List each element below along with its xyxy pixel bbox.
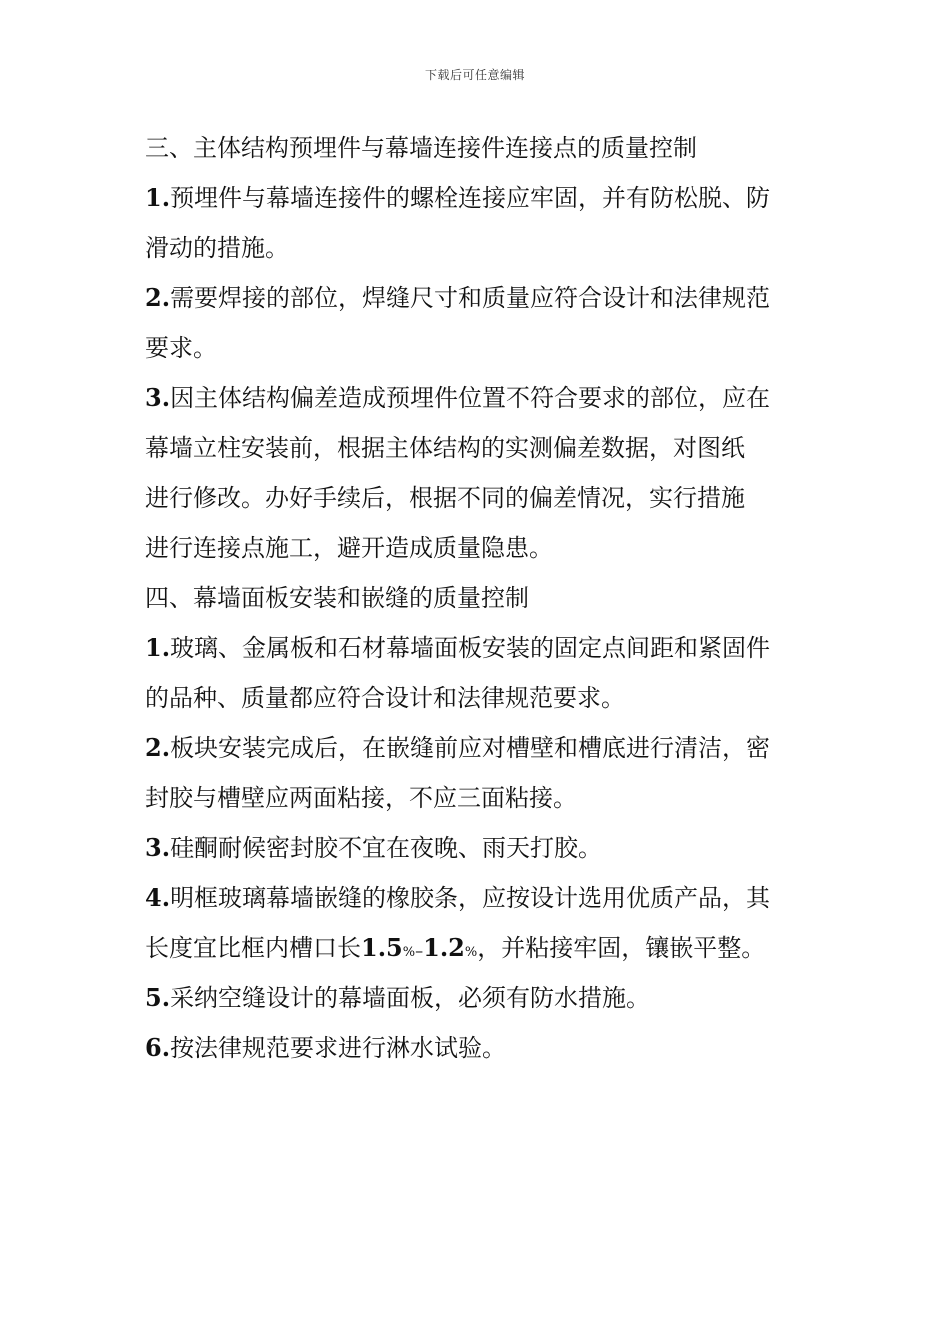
item-number: 2. [145,733,171,762]
item-number: 2. [145,283,171,312]
item-number: 3. [145,383,171,412]
item-number: 1. [145,183,171,212]
item-text: 进行修改。办好手续后，根据不同的偏差情况，实行措施 [145,484,745,512]
item-text: 板块安装完成后，在嵌缝前应对槽壁和槽底进行清洁，密 [170,734,771,762]
document-body [145,123,810,1073]
item-number: 4. [145,883,171,912]
section-3-item-3 [145,373,810,573]
item-text: 进行连接点施工，避开造成质量隐患。 [145,534,553,562]
range-from-value: 1.5 [361,933,403,962]
item-number: 5. [145,983,171,1012]
item-text: 滑动的措施。 [145,234,289,262]
item-text: 预埋件与幕墙连接件的螺栓连接应牢固，并有防松脱、防 [170,184,771,212]
section-4-item-4 [145,873,810,973]
item-number: 3. [145,833,171,862]
percent-sign: % [402,945,416,960]
item-text: 封胶与槽壁应两面粘接，不应三面粘接。 [145,784,577,812]
section-3-heading: 三、主体结构预埋件与幕墙连接件连接点的质量控制 [145,134,697,162]
item-text: ，并粘接牢固，镶嵌平整。 [477,934,766,962]
item-text: 硅酮耐候密封胶不宜在夜晚、雨天打胶。 [170,834,603,862]
item-text: 因主体结构偏差造成预埋件位置不符合要求的部位，应在 [170,384,771,412]
section-4-item-1 [145,623,810,723]
item-text: 的品种、质量都应符合设计和法律规范要求。 [145,684,625,712]
item-text: 明框玻璃幕墙嵌缝的橡胶条，应按设计选用优质产品，其 [170,884,771,912]
item-number: 6. [145,1033,171,1062]
section-4-item-2 [145,723,810,823]
page-header-note: 下载后可任意编辑 [424,68,525,82]
item-text: 玻璃、金属板和石材幕墙面板安装的固定点间距和紧固件 [170,634,771,662]
section-3-item-1 [145,173,810,273]
item-text: 长度宜比框内槽口长 [145,934,361,962]
section-4-item-3 [145,823,810,873]
section-4-heading: 四、幕墙面板安装和嵌缝的质量控制 [145,584,529,612]
percent-sign: % [464,945,478,960]
item-text: 采纳空缝设计的幕墙面板，必须有防水措施。 [170,984,651,1012]
section-4-item-6 [145,1023,810,1073]
section-3-item-2 [145,273,810,373]
item-text: 幕墙立柱安装前，根据主体结构的实测偏差数据，对图纸 [145,434,745,462]
item-text: 按法律规范要求进行淋水试验。 [170,1034,507,1062]
item-text: 要求。 [145,334,217,362]
range-dash: – [415,941,424,960]
range-to-value: 1.2 [423,933,465,962]
item-number: 1. [145,633,171,662]
item-text: 需要焊接的部位，焊缝尺寸和质量应符合设计和法律规范 [170,284,771,312]
section-4-item-5 [145,973,810,1023]
